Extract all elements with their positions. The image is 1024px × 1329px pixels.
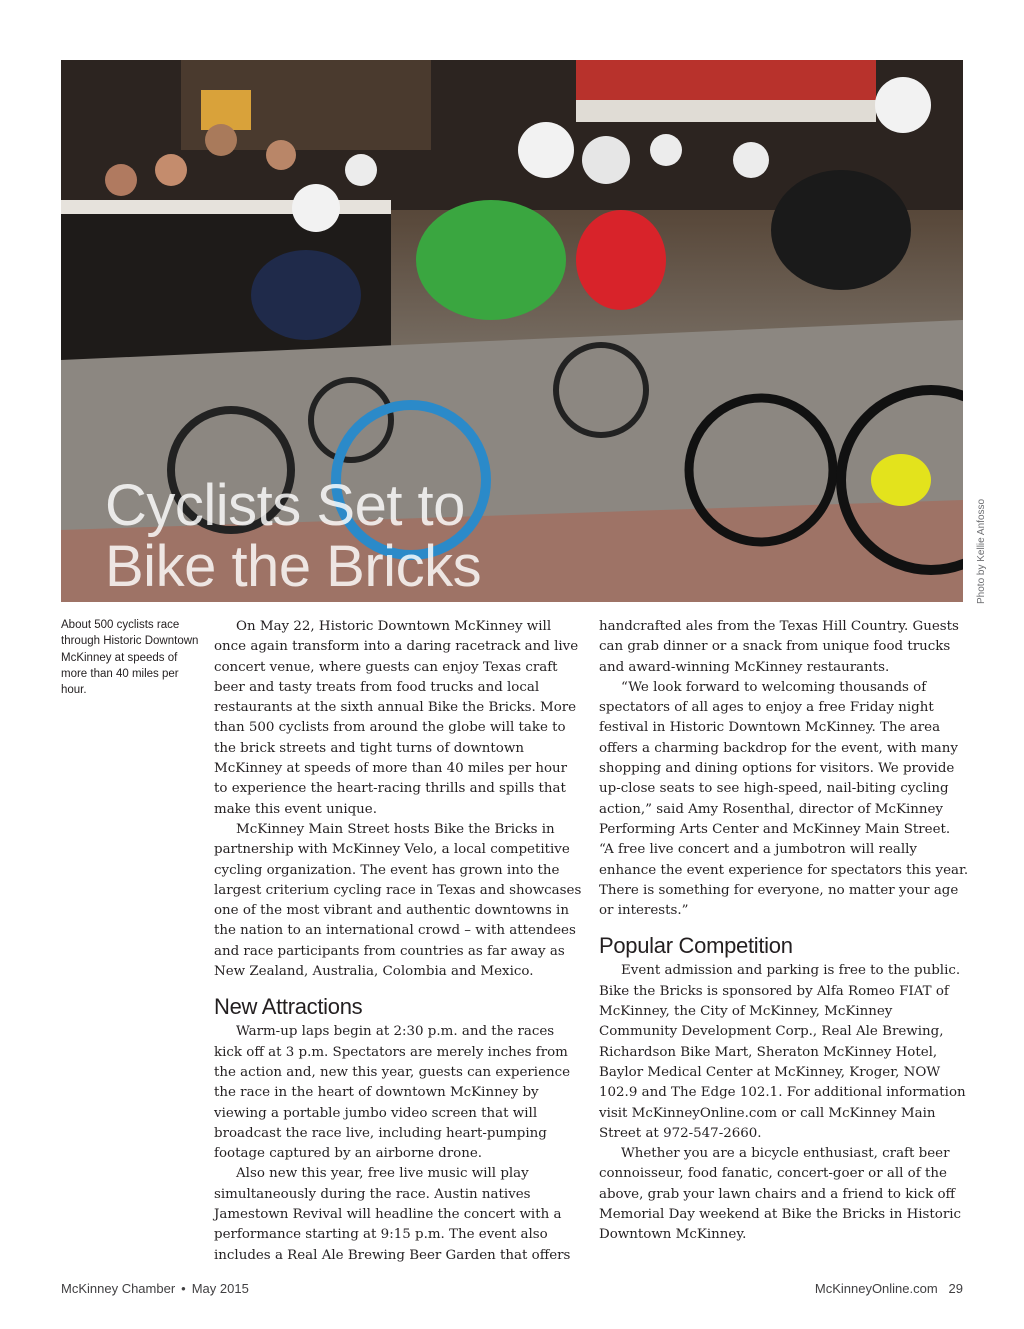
publication-name: McKinney Chamber: [61, 1281, 176, 1296]
paragraph: Whether you are a bicycle enthusiast, craft beer connoisseur, food fanatic, concert-goer or all of the above, grab your lawn chairs and a friend to kick off Memorial Day weekend at Bike the Bricks in Historic Downtown McKinney.: [599, 1146, 962, 1243]
section-heading-popular-competition: Popular Competition: [599, 933, 793, 959]
paragraph: “We look forward to welcoming thousands of spectators of all ages to enjoy a free Friday night festival in Historic Downtown McKinney. The area offers a charming backdrop for the event, with many shopping and dining options for visitors. We provide up-close seats to see high-speed, nail-biting cycling action,” said Amy Rosenthal, director of McKinney Performing Arts Center and McKinney Main Street. “A free live concert and a jumbotron will really enhance the event experience for spectators this year. There is something for everyone, no matter your age or interests.”: [599, 679, 969, 919]
footer-publication: [61, 1281, 249, 1296]
paragraph: handcrafted ales from the Texas Hill Country. Guests can grab dinner or a snack from unique food trucks and award-winning McKinney restaurants.: [599, 619, 959, 675]
paragraph: Event admission and parking is free to the public. Bike the Bricks is sponsored by Alfa Romeo FIAT of McKinney, the City of McKinney, McKinney Community Development Corp., Real Ale Brewing, Richardson Bike Mart, Sheraton McKinney Hotel, Baylor Medical Center at McKinney, Kroger, NOW 102.9 and The Edge 102.1. For additional information visit McKinneyOnline.com or call McKinney Main Street at 972-547-2660.: [599, 963, 966, 1141]
paragraph: McKinney Main Street hosts Bike the Bricks in partnership with McKinney Velo, a local competitive cycling organization. The event has grown into the largest criterium cycling race in Texas and showcases one of the most vibrant and authentic downtowns in the nation to an international crowd – with attendees and race participants from countries as far away as New Zealand, Australia, Colombia and Mexico.: [214, 821, 582, 980]
article-column-2: [599, 617, 969, 1246]
title-line-1: Cyclists Set to: [105, 473, 465, 538]
page-number: 29: [948, 1281, 963, 1296]
issue-date: May 2015: [191, 1281, 249, 1296]
article-title: [105, 475, 481, 597]
paragraph: Warm-up laps begin at 2:30 p.m. and the races kick off at 3 p.m. Spectators are merely inches from the action and, new this year, guests can experience the race in the heart of downtown McKinney by viewing a portable jumbo video screen that will broadcast the race live, including heart-pumping footage captured by an airborne drone.: [214, 1024, 571, 1162]
photo-caption: About 500 cyclists race through Historic Downtown McKinney at speeds of more than 40 miles per hour.: [61, 619, 199, 697]
article-column-1: [214, 617, 584, 1266]
footer-site: [815, 1281, 963, 1296]
hero-photo: [61, 60, 963, 602]
photo-credit: Photo by Kellie Anfosso: [976, 498, 987, 604]
paragraph: Also new this year, free live music will play simultaneously during the race. Austin natives Jamestown Revival will headline the concert with a performance starting at 9:15 p.m. The event also includes a Real Ale Brewing Beer Garden that offers: [214, 1166, 571, 1263]
site-url: McKinneyOnline.com: [814, 1281, 938, 1296]
section-heading-new-attractions: New Attractions: [214, 994, 363, 1020]
bullet-separator: •: [181, 1281, 186, 1296]
paragraph: On May 22, Historic Downtown McKinney will once again transform into a daring racetrack and live concert venue, where guests can enjoy Texas craft beer and tasty treats from food trucks and local restaurants at the sixth annual Bike the Bricks. More than 500 cyclists from around the globe will take to the brick streets and tight turns of downtown McKinney at speeds of more than 40 miles per hour to experience the heart-racing thrills and spills that make this event unique.: [214, 619, 579, 817]
title-line-2: Bike the Bricks: [105, 534, 482, 599]
